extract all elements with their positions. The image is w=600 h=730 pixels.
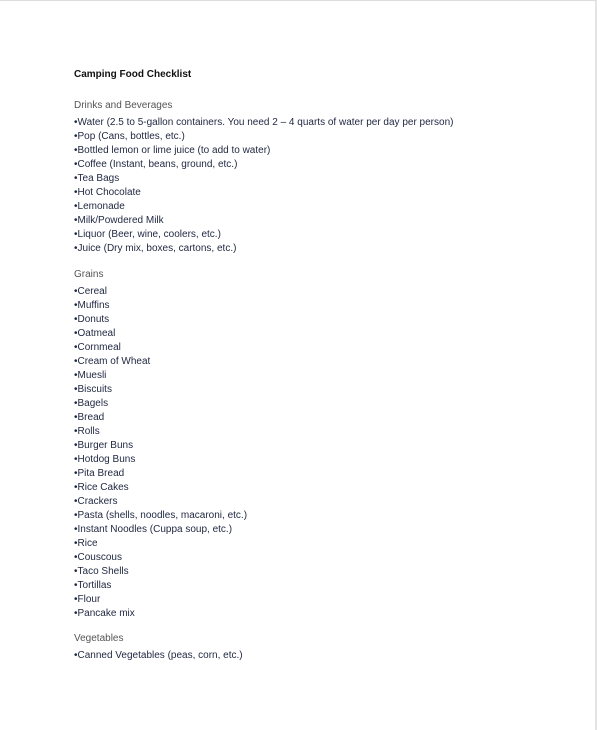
list-item: •Juice (Dry mix, boxes, cartons, etc.) <box>74 243 237 254</box>
list-item: •Bread <box>74 412 105 423</box>
list-item: •Canned Vegetables (peas, corn, etc.) <box>74 650 243 661</box>
list-item: •Biscuits <box>74 384 112 395</box>
list-item: •Bagels <box>74 398 109 409</box>
section-vegetables <box>74 632 574 663</box>
list-item: •Lemonade <box>74 201 125 212</box>
list-item: •Coffee (Instant, beans, ground, etc.) <box>74 159 238 170</box>
list-item: •Tea Bags <box>74 173 120 184</box>
list-item: •Pasta (shells, noodles, macaroni, etc.) <box>74 510 248 521</box>
list-item: •Instant Noodles (Cuppa soup, etc.) <box>74 524 233 535</box>
list-item: •Muesli <box>74 370 107 381</box>
list-item: •Couscous <box>74 552 122 563</box>
list-item: •Pita Bread <box>74 468 125 479</box>
section-heading: Vegetables <box>74 633 124 644</box>
section-drinks <box>74 99 574 256</box>
list-item: •Crackers <box>74 496 118 507</box>
list-item: •Rice <box>74 538 98 549</box>
section-heading: Grains <box>74 269 104 280</box>
section-heading: Drinks and Beverages <box>74 100 173 111</box>
list-item: •Taco Shells <box>74 566 129 577</box>
list-item: •Cereal <box>74 286 107 297</box>
list-item: •Hot Chocolate <box>74 187 141 198</box>
list-item: •Flour <box>74 594 101 605</box>
list-item: •Liquor (Beer, wine, coolers, etc.) <box>74 229 221 240</box>
list-item: •Hotdog Buns <box>74 454 136 465</box>
list-item: •Bottled lemon or lime juice (to add to water) <box>74 145 271 156</box>
section-grains <box>74 268 574 621</box>
list-item: •Burger Buns <box>74 440 134 451</box>
list-item: •Rolls <box>74 426 100 437</box>
list-item: •Cream of Wheat <box>74 356 151 367</box>
list-item: •Oatmeal <box>74 328 116 339</box>
list-item: •Tortillas <box>74 580 112 591</box>
list-item: •Pancake mix <box>74 608 135 619</box>
list-item: •Milk/Powdered Milk <box>74 215 164 226</box>
list-item: •Pop (Cans, bottles, etc.) <box>74 131 185 142</box>
list-item: •Water (2.5 to 5-gallon containers. You need 2 – 4 quarts of water per day per person) <box>74 117 454 128</box>
list-item: •Donuts <box>74 314 110 325</box>
list-item: •Muffins <box>74 300 110 311</box>
document-title: Camping Food Checklist <box>74 69 192 80</box>
list-item: •Cornmeal <box>74 342 121 353</box>
list-item: •Rice Cakes <box>74 482 129 493</box>
